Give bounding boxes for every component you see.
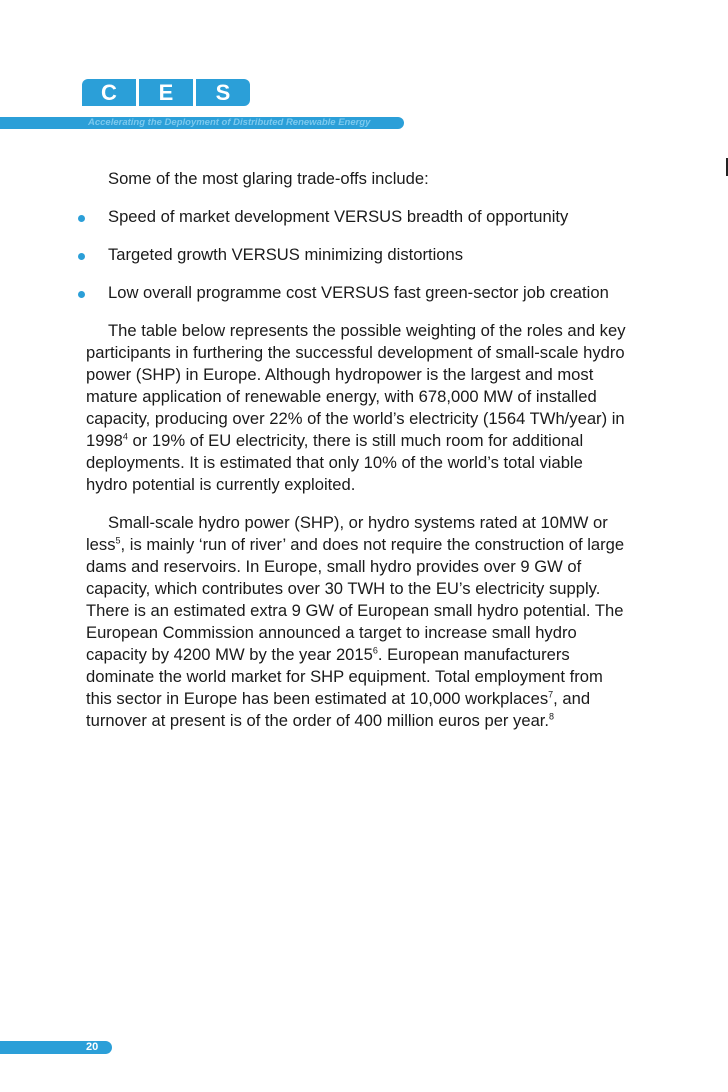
main-content	[86, 168, 626, 748]
bullet-text: Low overall programme cost VERSUS fast green-sector job creation	[108, 283, 609, 302]
paragraph-small-hydro	[86, 512, 626, 732]
bullet-text: Speed of market development VERSUS breadth of opportunity	[108, 207, 569, 226]
logo-letter-c: C	[82, 79, 139, 106]
footnote-ref: 6	[372, 645, 378, 656]
bullet-icon	[78, 291, 85, 298]
list-item	[86, 282, 626, 304]
list-item	[86, 244, 626, 266]
paragraph-text: Small-scale hydro power (SHP), or hydro systems rated at 10MW or less	[86, 513, 608, 554]
footnote-ref: 7	[548, 689, 554, 700]
bullet-text: Targeted growth VERSUS minimizing distortions	[108, 245, 464, 264]
bullet-icon	[78, 253, 85, 260]
page-number: 20	[86, 1041, 99, 1053]
logo-letter-e: E	[139, 79, 196, 106]
footnote-ref: 4	[122, 431, 128, 442]
paragraph-text: , and turnover at present is of the order of 400 million euros per year.	[86, 689, 591, 730]
paragraph-text: , is mainly ‘run of river’ and does not require the construction of large dams and reservoirs. In Europe, small hydro provides over 9 GW of capacity, which contributes over 30 TWH to the EU’s electricity supply. There is an estimated extra 9 GW of European small hydro potential. The European Commission announced a target to increase small hydro capacity by 4200 MW by the year 2015	[86, 535, 625, 664]
footnote-ref: 5	[115, 535, 121, 546]
paragraph-text: . European manufacturers dominate the world market for SHP equipment. Total employment from this sector in Europe has been estimated at 10,000 workplaces	[86, 645, 603, 708]
list-item	[86, 206, 626, 228]
paragraph-text: or 19% of EU electricity, there is still much room for additional deployments. It is estimated that only 10% of the world’s total viable hydro potential is currently exploited.	[86, 431, 584, 494]
paragraph-hydropower	[86, 320, 626, 496]
paragraph-text: The table below represents the possible weighting of the roles and key participants in furthering the successful development of small-scale hydro power (SHP) in Europe. Although hydropower is the largest and most mature application of renewable energy, with 678,000 MW of installed capacity, producing over 22% of the world’s electricity (1564 TWh/year) in 1998	[86, 321, 626, 450]
footnote-ref: 8	[549, 711, 555, 722]
bullet-icon	[78, 215, 85, 222]
tagline: Accelerating the Deployment of Distributed Renewable Energy	[88, 117, 371, 128]
intro-text: Some of the most glaring trade-offs include:	[108, 169, 429, 188]
bullet-list	[86, 206, 626, 304]
ces-logo	[82, 79, 250, 106]
logo-letter-s: S	[196, 79, 250, 106]
